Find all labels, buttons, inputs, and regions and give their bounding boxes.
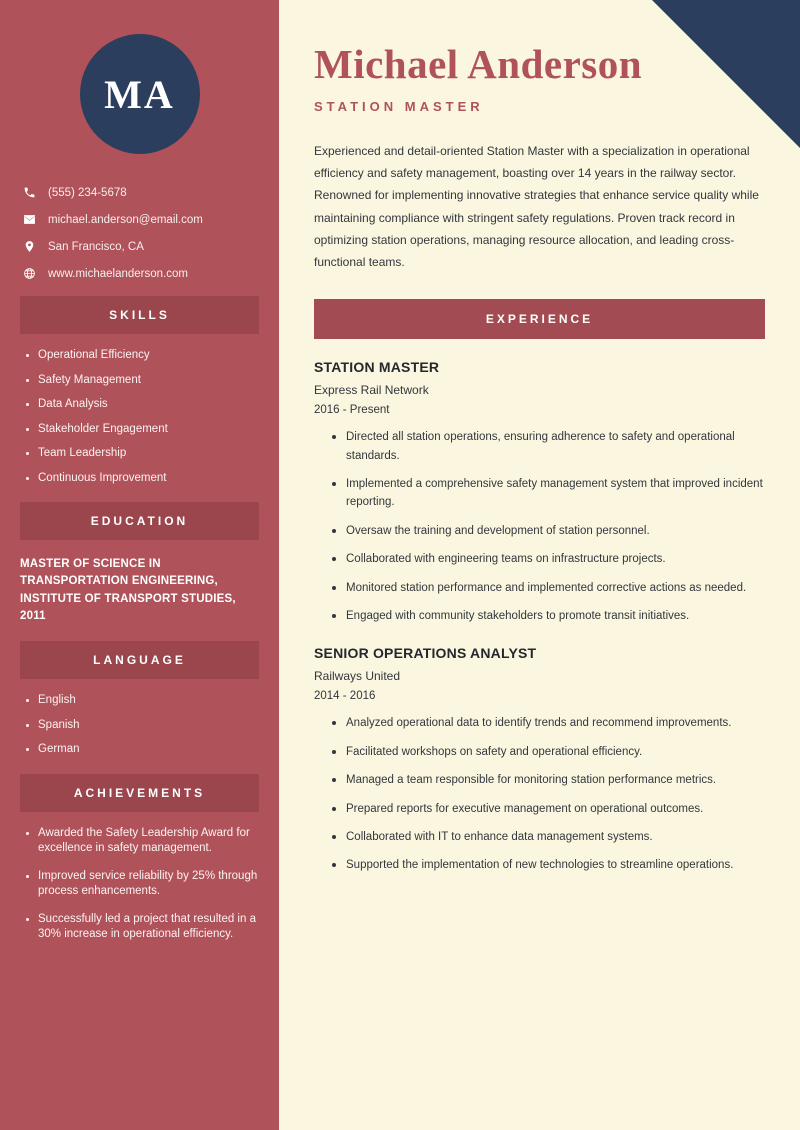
section-heading-achievements: ACHIEVEMENTS xyxy=(20,774,259,812)
list-item: Collaborated with engineering teams on infrastructure projects. xyxy=(332,550,765,568)
list-item: Awarded the Safety Leadership Award for excellence in safety management. xyxy=(26,826,259,857)
list-item: Successfully led a project that resulted in a 30% increase in operational efficiency. xyxy=(26,912,259,943)
list-item: Directed all station operations, ensuring adherence to safety and operational standards. xyxy=(332,428,765,465)
list-item: English xyxy=(26,693,259,709)
list-item: Monitored station performance and implemented corrective actions as needed. xyxy=(332,579,765,597)
achievements-list xyxy=(0,826,279,943)
phone-icon xyxy=(18,186,40,199)
contact-value-location: San Francisco, CA xyxy=(48,240,144,253)
list-item: Improved service reliability by 25% through process enhancements. xyxy=(26,869,259,900)
skills-list xyxy=(0,348,279,486)
contact-item-phone xyxy=(18,186,259,199)
list-item: Implemented a comprehensive safety management system that improved incident reporting. xyxy=(332,475,765,512)
contact-item-email xyxy=(18,213,259,226)
contact-value-website: www.michaelanderson.com xyxy=(48,267,188,280)
contact-value-phone: (555) 234-5678 xyxy=(48,186,127,199)
section-heading-experience: EXPERIENCE xyxy=(314,299,765,339)
sidebar xyxy=(0,0,279,1130)
job-bullets xyxy=(314,428,765,625)
list-item: Facilitated workshops on safety and operational efficiency. xyxy=(332,743,765,761)
location-icon xyxy=(18,240,40,253)
professional-summary: Experienced and detail-oriented Station Master with a specialization in operational efficiency and safety management, boasting over 14 years in the railway sector. Renowned for implementing innovative strategies that enhance service quality while maintaining compliance with stringent safety regulations. Proven track record in optimizing station operations, managing resource allocation, and leading cross-functional teams. xyxy=(314,144,759,270)
list-item: Collaborated with IT to enhance data management systems. xyxy=(332,828,765,846)
list-item: Continuous Improvement xyxy=(26,471,259,487)
job-role: SENIOR OPERATIONS ANALYST xyxy=(314,645,537,662)
page-title: Michael Anderson xyxy=(314,41,643,87)
list-item: Analyzed operational data to identify trends and recommend improvements. xyxy=(332,714,765,732)
avatar: MA xyxy=(80,34,200,154)
job-dates: 2014 - 2016 xyxy=(314,690,376,703)
job-dates: 2016 - Present xyxy=(314,404,390,417)
list-item: Engaged with community stakeholders to promote transit initiatives. xyxy=(332,607,765,625)
contact-value-email: michael.anderson@email.com xyxy=(48,213,203,226)
experience-entry-1 xyxy=(314,359,765,625)
list-item: Managed a team responsible for monitoring station performance metrics. xyxy=(332,771,765,789)
job-company: Express Rail Network xyxy=(314,383,429,398)
job-role: STATION MASTER xyxy=(314,359,440,376)
contact-item-location xyxy=(18,240,259,253)
contact-item-website xyxy=(18,267,259,280)
list-item: German xyxy=(26,742,259,758)
list-item: Supported the implementation of new technologies to streamline operations. xyxy=(332,856,765,874)
avatar-container xyxy=(0,0,279,154)
website-icon xyxy=(18,267,40,280)
language-list xyxy=(0,693,279,758)
section-heading-language: LANGUAGE xyxy=(20,641,259,679)
email-icon xyxy=(18,213,40,226)
section-heading-skills: SKILLS xyxy=(20,296,259,334)
list-item: Data Analysis xyxy=(26,397,259,413)
list-item: Oversaw the training and development of station personnel. xyxy=(332,522,765,540)
list-item: Safety Management xyxy=(26,373,259,389)
education-entry: MASTER OF SCIENCE IN TRANSPORTATION ENGINEERING, INSTITUTE OF TRANSPORT STUDIES, 2011 xyxy=(20,558,236,622)
job-title-subheading: STATION MASTER xyxy=(314,99,484,115)
list-item: Stakeholder Engagement xyxy=(26,422,259,438)
list-item: Spanish xyxy=(26,718,259,734)
list-item: Prepared reports for executive management on operational outcomes. xyxy=(332,800,765,818)
job-company: Railways United xyxy=(314,669,401,684)
job-bullets xyxy=(314,714,765,874)
contact-list xyxy=(0,186,279,280)
main-content xyxy=(279,0,800,1130)
list-item: Operational Efficiency xyxy=(26,348,259,364)
experience-entry-2 xyxy=(314,645,765,874)
section-heading-education: EDUCATION xyxy=(20,502,259,540)
list-item: Team Leadership xyxy=(26,446,259,462)
